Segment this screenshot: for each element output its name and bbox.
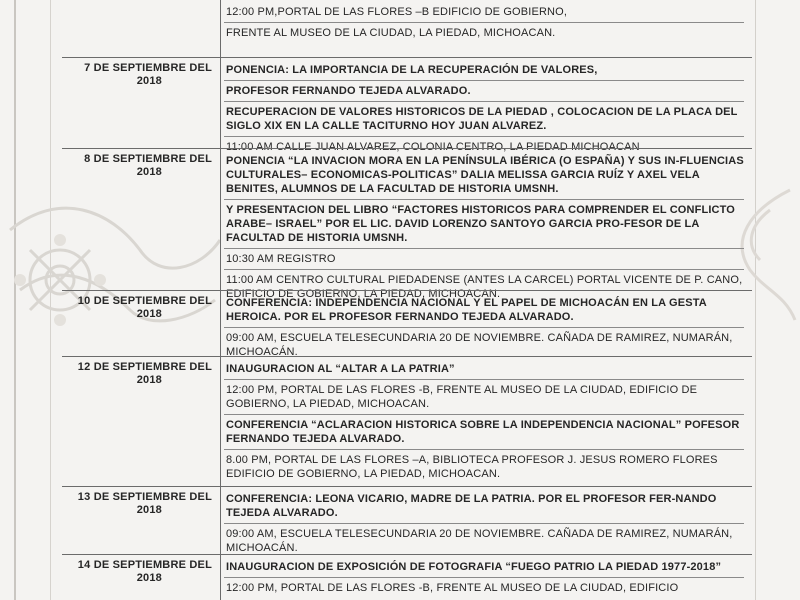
date-line: 8 DE SEPTIEMBRE DEL bbox=[84, 153, 212, 165]
schedule-entry: 11:00 AM CENTRO CULTURAL PIEDADENSE (ANTES LA CARCEL) PORTAL VICENTE DE P. CANO, EDIFICIO DE GOBIERNO, LA PIEDAD, MICHOACAN. bbox=[224, 269, 744, 304]
schedule-entry: RECUPERACION DE VALORES HISTORICOS DE LA PIEDAD , COLOCACION DE LA PLACA DEL SIGLO XIX EN LA CALLE TACITURNO HOY JUAN ALVAREZ. bbox=[224, 101, 744, 136]
date-year: 2018 bbox=[136, 308, 162, 320]
date-line: 12 DE SEPTIEMBRE DEL bbox=[77, 361, 212, 373]
schedule-entry: PROFESOR FERNANDO TEJEDA ALVARADO. bbox=[224, 80, 744, 101]
left-frame-ornament bbox=[14, 0, 51, 600]
schedule-entry: 12:00 PM,PORTAL DE LAS FLORES –B EDIFICIO DE GOBIERNO, bbox=[226, 6, 568, 18]
schedule-entry: FRENTE AL MUSEO DE LA CIUDAD, LA PIEDAD, MICHOACAN. bbox=[224, 22, 744, 43]
schedule-entry: 09:00 AM, ESCUELA TELESECUNDARIA 20 DE NOVIEMBRE. CAÑADA DE RAMIREZ, NUMARÁN, MICHOACÁN. bbox=[224, 523, 744, 558]
schedule-entry: Y PRESENTACION DEL LIBRO “FACTORES HISTORICOS PARA COMPRENDER EL CONFLICTO ARABE– ISRAEL” POR EL LIC. DAVID LORENZO SANTOYO GARCIA PRO-FESOR DE LA FACULTAD DE HISTORIA UMSNH. bbox=[224, 199, 744, 248]
date-cell bbox=[62, 62, 212, 88]
schedule-entry: CONFERENCIA: LEONA VICARIO, MADRE DE LA PATRIA. POR EL PROFESOR FER-NANDO TEJEDA ALVARADO. bbox=[226, 493, 717, 519]
date-year: 2018 bbox=[136, 572, 162, 584]
date-year: 2018 bbox=[136, 374, 162, 386]
date-line: 13 DE SEPTIEMBRE DEL bbox=[77, 491, 212, 503]
date-line: 14 DE SEPTIEMBRE DEL bbox=[77, 559, 212, 571]
date-line: 7 DE SEPTIEMBRE DEL bbox=[84, 62, 212, 74]
schedule-table bbox=[62, 0, 752, 600]
date-line: 10 DE SEPTIEMBRE DEL bbox=[77, 295, 212, 307]
date-year: 2018 bbox=[136, 166, 162, 178]
schedule-entry: 09:00 AM, ESCUELA TELESECUNDARIA 20 DE NOVIEMBRE. CAÑADA DE RAMIREZ, NUMARÁN, MICHOACÁN. bbox=[224, 327, 744, 362]
date-cell bbox=[62, 491, 212, 517]
schedule-row bbox=[62, 486, 752, 554]
date-cell bbox=[62, 559, 212, 585]
right-frame-ornament bbox=[755, 0, 780, 600]
column-divider bbox=[220, 0, 221, 600]
date-year: 2018 bbox=[136, 75, 162, 87]
schedule-entry: 12:00 PM, PORTAL DE LAS FLORES -B, FRENTE AL MUSEO DE LA CIUDAD, EDIFICIO bbox=[224, 577, 744, 598]
schedule-entry: 12:00 PM, PORTAL DE LAS FLORES -B, FRENTE AL MUSEO DE LA CIUDAD, EDIFICIO DE GOBIERNO, LA PIEDAD, MICHOACAN. bbox=[224, 379, 744, 414]
date-year: 2018 bbox=[136, 504, 162, 516]
schedule-entry: PONENCIA: LA IMPORTANCIA DE LA RECUPERACIÓN DE VALORES, bbox=[226, 64, 598, 76]
schedule-row bbox=[62, 554, 752, 594]
date-cell bbox=[62, 153, 212, 179]
schedule-row bbox=[62, 148, 752, 300]
schedule-entry: CONFERENCIA: INDEPENDENCIA NACIONAL Y EL PAPEL DE MICHOACÁN EN LA GESTA HEROICA. POR EL PROFESOR FERNANDO TEJEDA ALVARADO. bbox=[226, 297, 707, 323]
date-cell bbox=[62, 361, 212, 387]
schedule-entry: CONFERENCIA “ACLARACION HISTORICA SOBRE LA INDEPENDENCIA NACIONAL” POFESOR FERNANDO TEJEDA ALVARADO. bbox=[224, 414, 744, 449]
schedule-entry: INAUGURACION AL “ALTAR A LA PATRIA” bbox=[226, 363, 455, 375]
schedule-row bbox=[62, 356, 752, 480]
schedule-row bbox=[62, 290, 752, 358]
schedule-entry: 11:00 AM CALLE JUAN ALVAREZ, COLONIA CENTRO, LA PIEDAD MICHOACAN bbox=[224, 136, 744, 157]
date-cell bbox=[62, 295, 212, 321]
schedule-row bbox=[62, 57, 752, 153]
schedule-entry: INAUGURACION DE EXPOSICIÓN DE FOTOGRAFIA “FUEGO PATRIO LA PIEDAD 1977-2018” bbox=[226, 561, 722, 573]
schedule-entry: 10:30 AM REGISTRO bbox=[224, 248, 744, 269]
schedule-entry: 8.00 PM, PORTAL DE LAS FLORES –A, BIBLIOTECA PROFESOR J. JESUS ROMERO FLORES EDIFICIO DE GOBIERNO, LA PIEDAD, MICHOACAN. bbox=[224, 449, 744, 484]
schedule-entry: PONENCIA “LA INVACION MORA EN LA PENÍNSULA IBÉRICA (O ESPAÑA) Y SUS IN-FLUENCIAS CULTURALES– ECONOMICAS-POLITICAS” DALIA MELISSA GARCIA RUÍZ Y AXEL VELA BENITES, ALUMNOS DE LA FACULTAD DE HISTORIA UMSNH. bbox=[226, 155, 744, 195]
